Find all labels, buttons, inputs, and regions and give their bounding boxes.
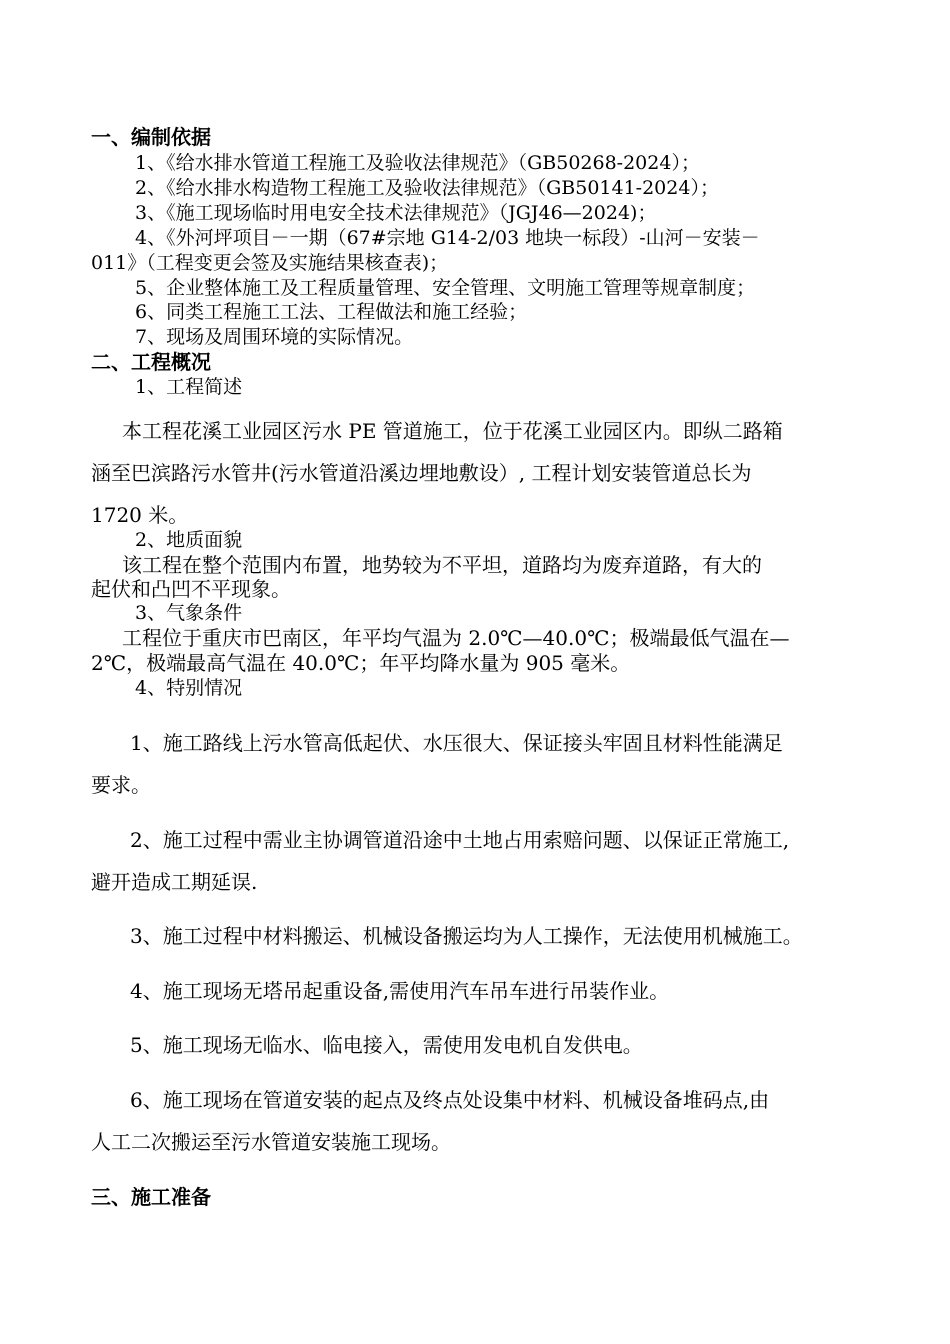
- basis-item-1: 1、《给水排水管道工程施工及验收法律规范》（GB50268-2024）；: [135, 152, 700, 174]
- section-3-title: 三、施工准备: [91, 1185, 211, 1209]
- special-item-3: 3、施工过程中材料搬运、机械设备搬运均为人工操作，无法使用机械施工。: [130, 924, 803, 948]
- basis-item-4-line-1: 4、《外河坪项目－一期（67#宗地 G14-2/03 地块一标段）-山河－安装－: [135, 227, 760, 249]
- special-item-6-line-2: 人工二次搬运至污水管道安装施工现场。: [91, 1130, 451, 1154]
- subsection-2-title: 2、地质面貌: [135, 529, 243, 551]
- basis-item-3: 3、《施工现场临时用电安全技术法律规范》（JGJ46—2024)；: [135, 202, 657, 224]
- overview-paragraph-line-3: 1720 米。: [91, 503, 189, 527]
- overview-paragraph-line-2: 涵至巴滨路污水管井(污水管道沿溪边埋地敷设）, 工程计划安装管道总长为: [91, 461, 752, 485]
- subsection-3-title: 3、气象条件: [135, 602, 243, 624]
- special-item-1-line-1: 1、施工路线上污水管高低起伏、水压很大、保证接头牢固且材料性能满足: [130, 731, 783, 755]
- climate-line-2: 2℃，极端最高气温在 40.0℃；年平均降水量为 905 毫米。: [91, 651, 631, 675]
- section-1-title: 一、编制依据: [91, 125, 211, 149]
- geology-line-1: 该工程在整个范围内布置，地势较为不平坦，道路均为废弃道路，有大的: [122, 553, 762, 577]
- geology-line-2: 起伏和凸凹不平现象。: [91, 577, 291, 601]
- subsection-4-title: 4、特别情况: [135, 677, 243, 699]
- subsection-1-title: 1、工程简述: [135, 376, 243, 398]
- special-item-4: 4、施工现场无塔吊起重设备,需使用汽车吊车进行吊装作业。: [130, 979, 670, 1003]
- overview-paragraph-line-1: 本工程花溪工业园区污水 PE 管道施工，位于花溪工业园区内。即纵二路箱: [122, 419, 783, 443]
- special-item-2-line-2: 避开造成工期延误.: [91, 870, 258, 894]
- special-item-2-line-1: 2、施工过程中需业主协调管道沿途中土地占用索赔问题、以保证正常施工,: [130, 828, 790, 852]
- basis-item-2: 2、《给水排水构造物工程施工及验收法律规范》（GB50141-2024）；: [135, 177, 719, 199]
- special-item-1-line-2: 要求。: [91, 773, 151, 797]
- special-item-6-line-1: 6、施工现场在管道安装的起点及终点处设集中材料、机械设备堆码点,由: [130, 1088, 770, 1112]
- basis-item-4-line-2: 011》（工程变更会签及实施结果核查表)；: [91, 252, 449, 274]
- special-item-5: 5、施工现场无临水、临电接入，需使用发电机自发供电。: [130, 1033, 643, 1057]
- basis-item-6: 6、同类工程施工工法、工程做法和施工经验；: [135, 301, 528, 323]
- section-2-title: 二、工程概况: [91, 350, 211, 374]
- basis-item-5: 5、企业整体施工及工程质量管理、安全管理、文明施工管理等规章制度；: [135, 277, 756, 299]
- climate-line-1: 工程位于重庆市巴南区，年平均气温为 2.0℃—40.0℃；极端最低气温在—: [122, 626, 790, 650]
- basis-item-7: 7、现场及周围环境的实际情况。: [135, 326, 414, 348]
